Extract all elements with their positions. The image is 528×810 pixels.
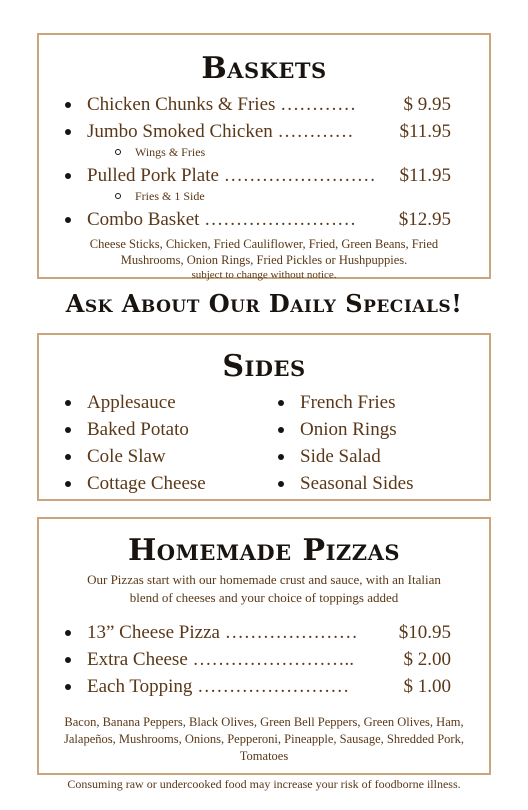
item-price: $ 9.95 — [403, 94, 451, 115]
pizza-item — [39, 619, 489, 646]
side-name: Side Salad — [300, 446, 381, 467]
side-name: French Fries — [300, 392, 396, 413]
sides-right-list — [264, 389, 489, 497]
bullet-icon — [278, 400, 284, 406]
bullet-icon — [65, 129, 71, 135]
bullet-icon — [65, 684, 71, 690]
baskets-title: Baskets — [201, 51, 327, 86]
food-safety-notice: Consuming raw or undercooked food may increase your risk of foodborne illness. — [67, 777, 461, 791]
side-name: Cottage Cheese — [87, 473, 206, 494]
basket-item — [39, 91, 489, 118]
side-name: Cole Slaw — [87, 446, 166, 467]
item-dots: …………………… — [204, 209, 357, 230]
baskets-list — [39, 91, 489, 233]
sides-columns — [39, 387, 489, 497]
side-item — [39, 443, 264, 470]
item-dots: …………………… — [223, 165, 376, 186]
item-name: Chicken Chunks & Fries — [87, 94, 276, 115]
subitem-text: Wings & Fries — [135, 145, 206, 159]
bullet-icon — [65, 102, 71, 108]
item-price: $11.95 — [399, 165, 451, 186]
item-price: $11.95 — [399, 121, 451, 142]
item-dots: ………… — [280, 94, 357, 115]
side-name: Seasonal Sides — [300, 473, 414, 494]
side-item — [264, 470, 489, 497]
bullet-icon — [65, 173, 71, 179]
pizza-item — [39, 646, 489, 673]
bullet-icon — [65, 454, 71, 460]
bullet-icon — [65, 481, 71, 487]
pizzas-list — [39, 619, 489, 700]
pizzas-section — [37, 517, 491, 775]
circle-bullet-icon — [115, 193, 121, 199]
item-dots: …………………….. — [192, 649, 355, 670]
toppings-list: Bacon, Banana Peppers, Black Olives, Green Bell Peppers, Green Olives, Ham, Jalapeños, Mushrooms, Onions, Pepperoni, Pineapple, Sausage, Shredded Pork, Tomatoes — [64, 715, 464, 763]
sides-left-list — [39, 389, 264, 497]
item-price: $ 2.00 — [403, 649, 451, 670]
item-price: $ 1.00 — [403, 676, 451, 697]
side-item — [264, 416, 489, 443]
sides-section — [37, 333, 491, 501]
change-note: subject to change without notice. — [191, 269, 337, 281]
item-dots: …………………… — [197, 676, 350, 697]
item-price: $12.95 — [398, 209, 451, 230]
bullet-icon — [278, 454, 284, 460]
item-name: Each Topping — [87, 676, 193, 697]
basket-subitem — [39, 189, 489, 206]
bullet-icon — [65, 217, 71, 223]
bullet-icon — [278, 481, 284, 487]
item-dots: ………………… — [224, 622, 358, 643]
basket-item — [39, 118, 489, 145]
item-name: Combo Basket — [87, 209, 200, 230]
specials-banner: Ask About Our Daily Specials! — [65, 289, 463, 318]
baskets-section — [37, 33, 491, 279]
item-dots: ………… — [277, 121, 354, 142]
pizzas-intro: Our Pizzas start with our homemade crust and sauce, with an Italian blend of cheeses and your choice of toppings added — [87, 572, 441, 605]
item-price: $10.95 — [398, 622, 451, 643]
basket-item — [39, 162, 489, 189]
side-name: Onion Rings — [300, 419, 397, 440]
basket-item — [39, 206, 489, 233]
bullet-icon — [65, 400, 71, 406]
side-item — [39, 389, 264, 416]
bullet-icon — [65, 427, 71, 433]
item-name: Extra Cheese — [87, 649, 188, 670]
side-name: Baked Potato — [87, 419, 189, 440]
item-name: Jumbo Smoked Chicken — [87, 121, 273, 142]
basket-subitem — [39, 145, 489, 162]
pizza-item — [39, 673, 489, 700]
side-item — [264, 389, 489, 416]
circle-bullet-icon — [115, 149, 121, 155]
bullet-icon — [65, 657, 71, 663]
side-item — [264, 443, 489, 470]
combo-note: Cheese Sticks, Chicken, Fried Cauliflower, Fried, Green Beans, Fried Mushrooms, Onion Rings, Fried Pickles or Hushpuppies. — [89, 237, 439, 267]
bullet-icon — [278, 427, 284, 433]
bullet-icon — [65, 630, 71, 636]
side-item — [39, 470, 264, 497]
subitem-text: Fries & 1 Side — [135, 189, 205, 203]
sides-title: Sides — [222, 349, 306, 384]
pizzas-title: Homemade Pizzas — [127, 533, 401, 568]
item-name: 13” Cheese Pizza — [87, 622, 220, 643]
item-name: Pulled Pork Plate — [87, 165, 219, 186]
side-name: Applesauce — [87, 392, 176, 413]
side-item — [39, 416, 264, 443]
